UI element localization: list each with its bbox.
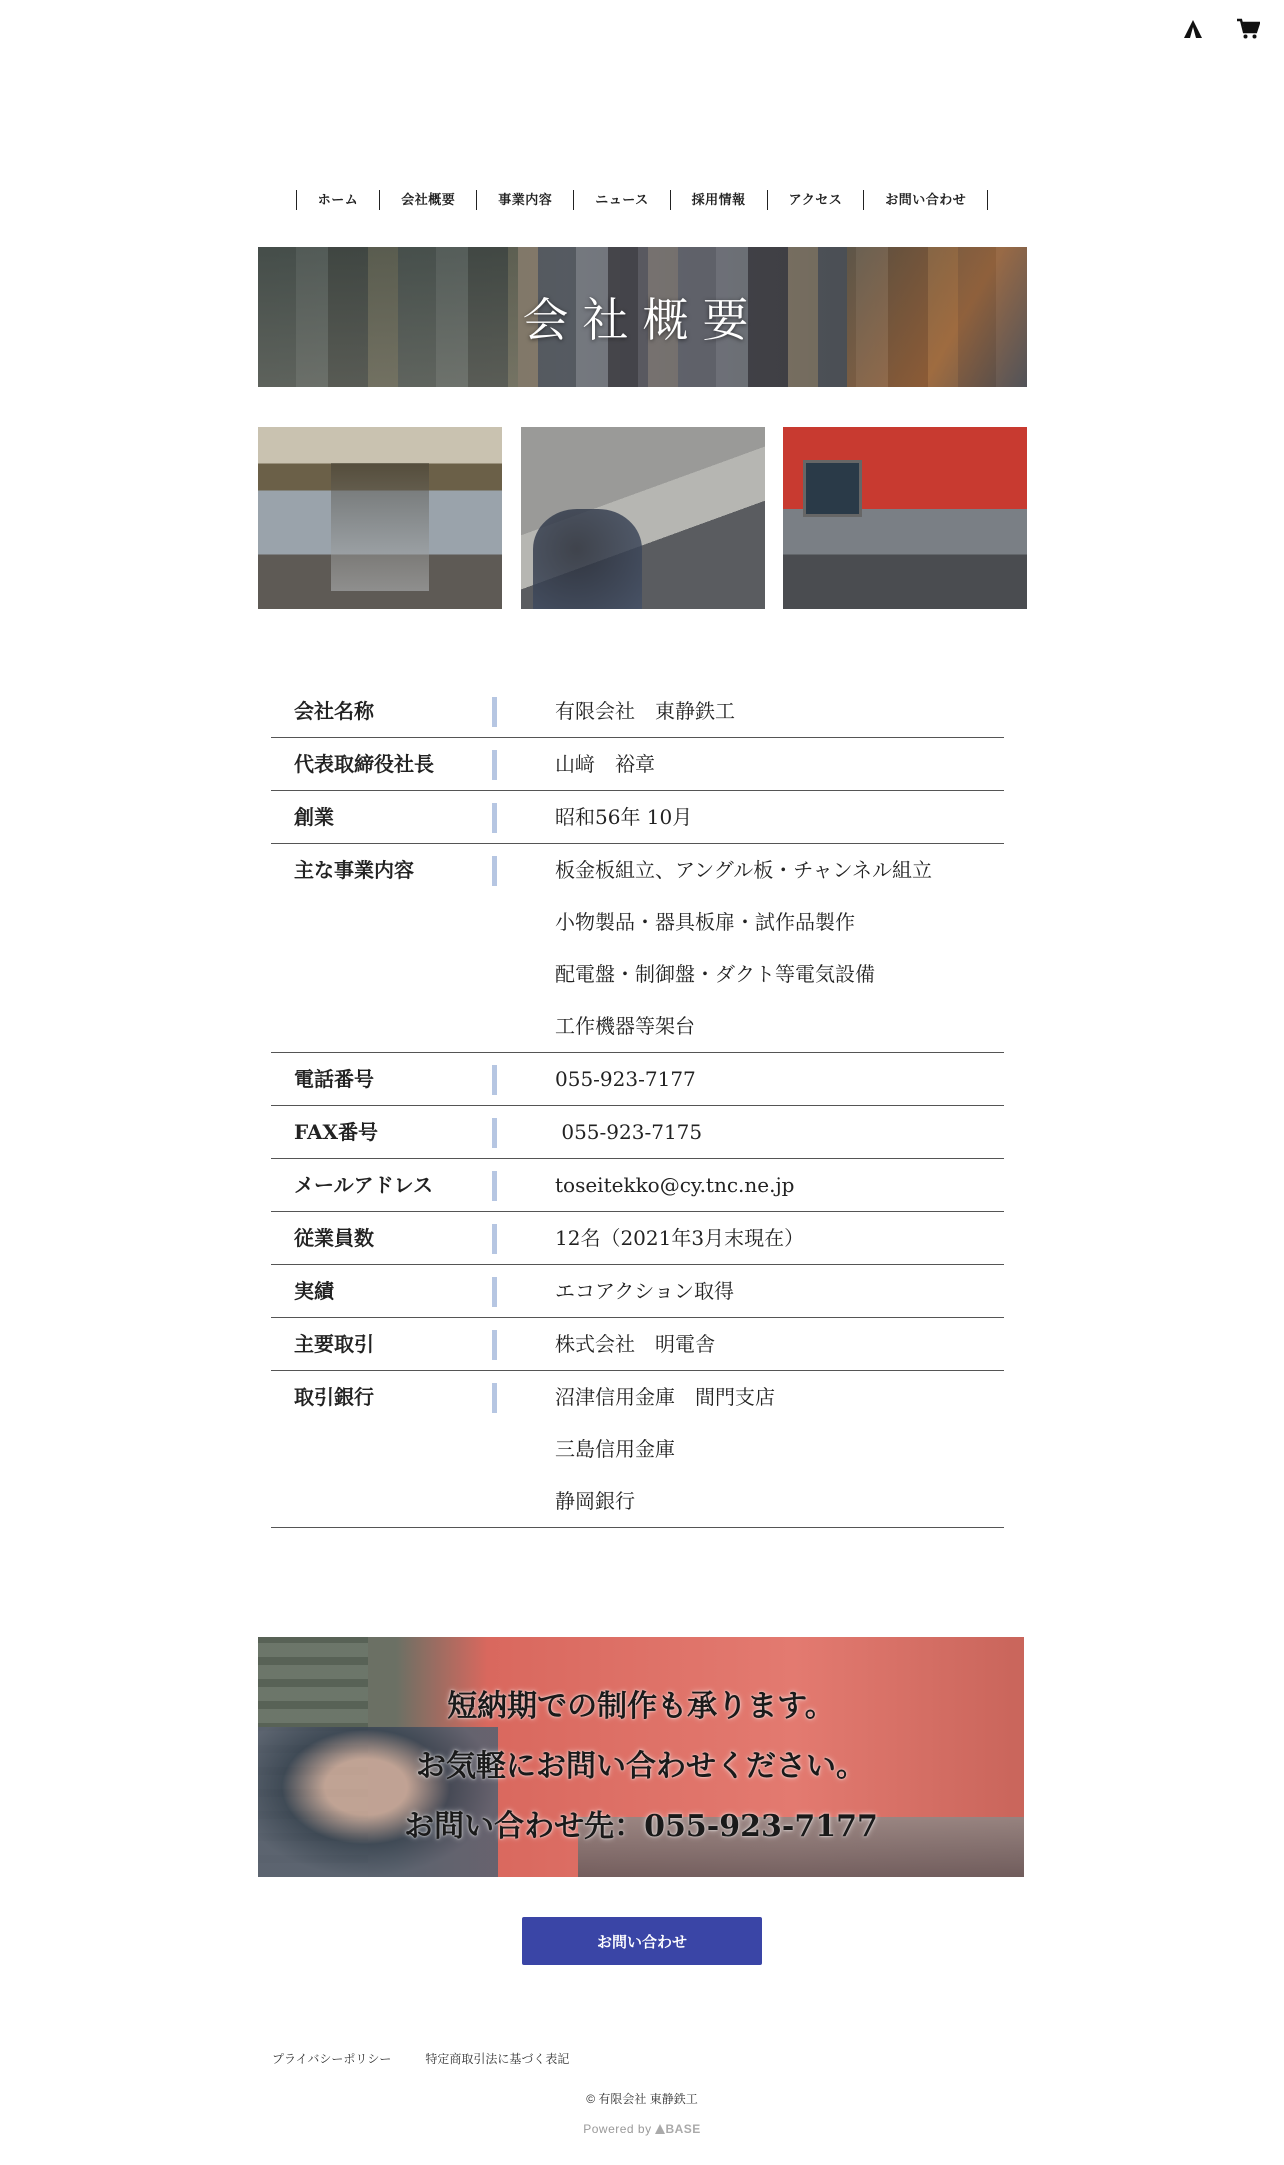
nav-item-business[interactable]: 事業内容 (476, 190, 573, 210)
welding-photo (521, 427, 765, 609)
base-logo-icon (655, 2122, 665, 2136)
nav-item-home[interactable]: ホーム (296, 190, 380, 210)
info-value: 工作機器等架台 (555, 1014, 695, 1038)
factory-interior-photo (258, 427, 502, 609)
info-label: 電話番号 (271, 1053, 497, 1105)
info-row-clients (271, 1318, 1004, 1371)
banner-line: お気軽にお問い合わせください。 (416, 1749, 866, 1784)
info-value: 配電盤・制御盤・ダクト等電気設備 (555, 962, 875, 986)
copyright: © 有限会社 東静鉄工 (586, 2092, 698, 2106)
contact-banner (258, 1637, 1024, 1877)
info-value: 12名（2021年3月末現在） (555, 1226, 805, 1250)
info-label: 創業 (271, 791, 497, 843)
info-value: 小物製品・器具板扉・試作品製作 (555, 910, 855, 934)
nav-item-contact[interactable]: お問い合わせ (863, 190, 987, 210)
cart-icon[interactable] (1236, 18, 1260, 40)
info-value: エコアクション取得 (555, 1279, 734, 1303)
info-row-email (271, 1159, 1004, 1212)
powered-by-brand: BASE (665, 2122, 701, 2136)
info-value: 株式会社 明電舎 (555, 1332, 715, 1356)
header-icons (1182, 18, 1260, 40)
powered-by-prefix: Powered by (583, 2122, 652, 2136)
info-label: 会社名称 (271, 685, 497, 737)
banner-line: お問い合わせ先：055-923-7177 (404, 1809, 878, 1844)
info-value: 有限会社 東静鉄工 (555, 699, 735, 723)
nav-item-company[interactable]: 会社概要 (379, 190, 476, 210)
info-value: 山﨑 裕章 (555, 752, 655, 776)
info-row-banks (271, 1371, 1004, 1528)
info-value: 沼津信用金庫 間門支店 (555, 1385, 775, 1409)
info-row-achievements (271, 1265, 1004, 1318)
photo-gallery (258, 427, 1027, 609)
info-value: 055-923-7175 (555, 1120, 703, 1144)
press-brake-photo (783, 427, 1027, 609)
info-value: 板金板組立、アングル板・チャンネル組立 (555, 858, 932, 882)
info-row-phone (271, 1053, 1004, 1106)
info-value: 055-923-7177 (555, 1067, 696, 1091)
info-row-company-name (271, 685, 1004, 738)
info-row-president (271, 738, 1004, 791)
company-info-table (271, 685, 1004, 1528)
info-row-employees (271, 1212, 1004, 1265)
powered-by[interactable] (0, 2122, 1284, 2136)
info-label: 主な事業内容 (271, 844, 497, 1052)
nav-item-access[interactable]: アクセス (767, 190, 864, 210)
contact-button[interactable]: お問い合わせ (522, 1917, 762, 1965)
global-nav (0, 190, 1284, 210)
commercial-law-link[interactable]: 特定商取引法に基づく表記 (425, 2052, 570, 2066)
page-title: 会社概要 (522, 293, 763, 347)
info-row-fax (271, 1106, 1004, 1159)
info-label: 実績 (271, 1265, 497, 1317)
hero-banner (258, 247, 1027, 387)
info-row-business (271, 844, 1004, 1053)
info-value: 昭和56年 10月 (555, 805, 693, 829)
info-label: 取引銀行 (271, 1371, 497, 1527)
privacy-policy-link[interactable]: プライバシーポリシー (272, 2052, 392, 2066)
info-value: 静岡銀行 (555, 1489, 635, 1513)
nav-item-news[interactable]: ニュース (573, 190, 669, 210)
info-label: 主要取引 (271, 1318, 497, 1370)
base-tent-icon[interactable] (1182, 18, 1204, 40)
info-row-founded (271, 791, 1004, 844)
info-value: 三島信用金庫 (555, 1437, 675, 1461)
footer-links (272, 2050, 569, 2067)
info-label: 従業員数 (271, 1212, 497, 1264)
banner-line: 短納期での制作も承ります。 (447, 1689, 835, 1724)
nav-item-recruit[interactable]: 採用情報 (670, 190, 767, 210)
info-label: 代表取締役社長 (271, 738, 497, 790)
info-label: FAX番号 (271, 1106, 497, 1158)
info-label: メールアドレス (271, 1159, 497, 1211)
info-value: toseitekko@cy.tnc.ne.jp (555, 1173, 795, 1197)
